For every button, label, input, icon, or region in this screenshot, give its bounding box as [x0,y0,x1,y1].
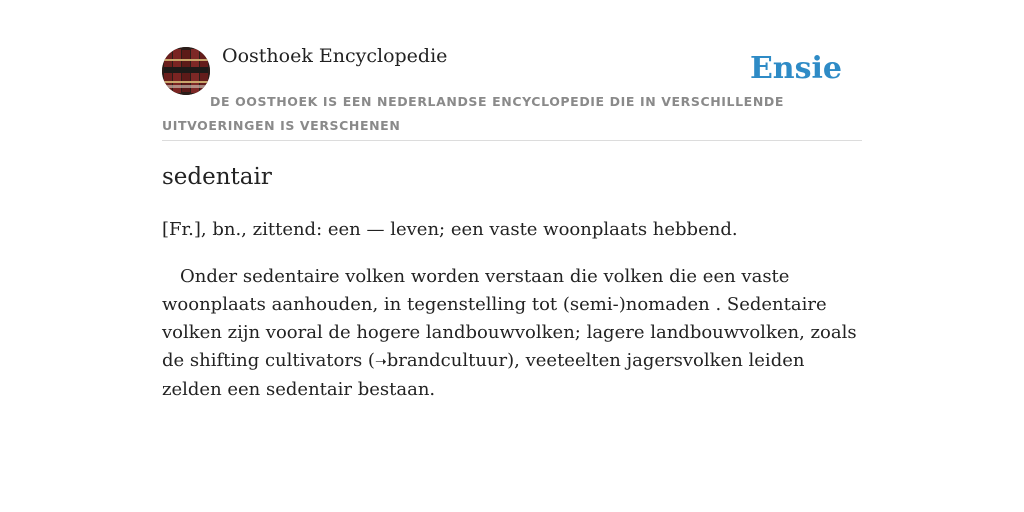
article-definition: [Fr.], bn., zittend: een — leven; een vaste woonplaats hebbend. [162,219,738,240]
page-container [162,0,862,400]
body-text-after-link: ), veeteelten jagersvolken leiden zelden een sedentair bestaan. [162,350,805,400]
book-spines-icon[interactable] [162,47,210,95]
article-body [162,263,862,404]
article-title: sedentair [162,164,272,190]
site-tagline: DE OOSTHOEK IS EEN NEDERLANDSE ENCYCLOPEDIE DIE IN VERSCHILLENDE UITVOERINGEN IS VERSCHENEN [162,94,784,133]
body-text-before-link: Onder sedentaire volken worden verstaan die volken die een vaste woonplaats aanhouden, in tegenstelling tot (semi-)nomaden . Sedentaire volken zijn vooral de hogere landbouwvolken; lagere landbouwvolken, zoals de shifting cultivators ( [162,266,857,371]
brand-logo[interactable]: Ensie [749,51,842,86]
cross-reference-label: brandcultuur [386,350,508,371]
cross-reference-link[interactable] [375,350,507,371]
site-header [162,0,862,141]
arrow-right-icon: ➝ [374,354,387,370]
site-title[interactable]: Oosthoek Encyclopedie [222,45,448,67]
